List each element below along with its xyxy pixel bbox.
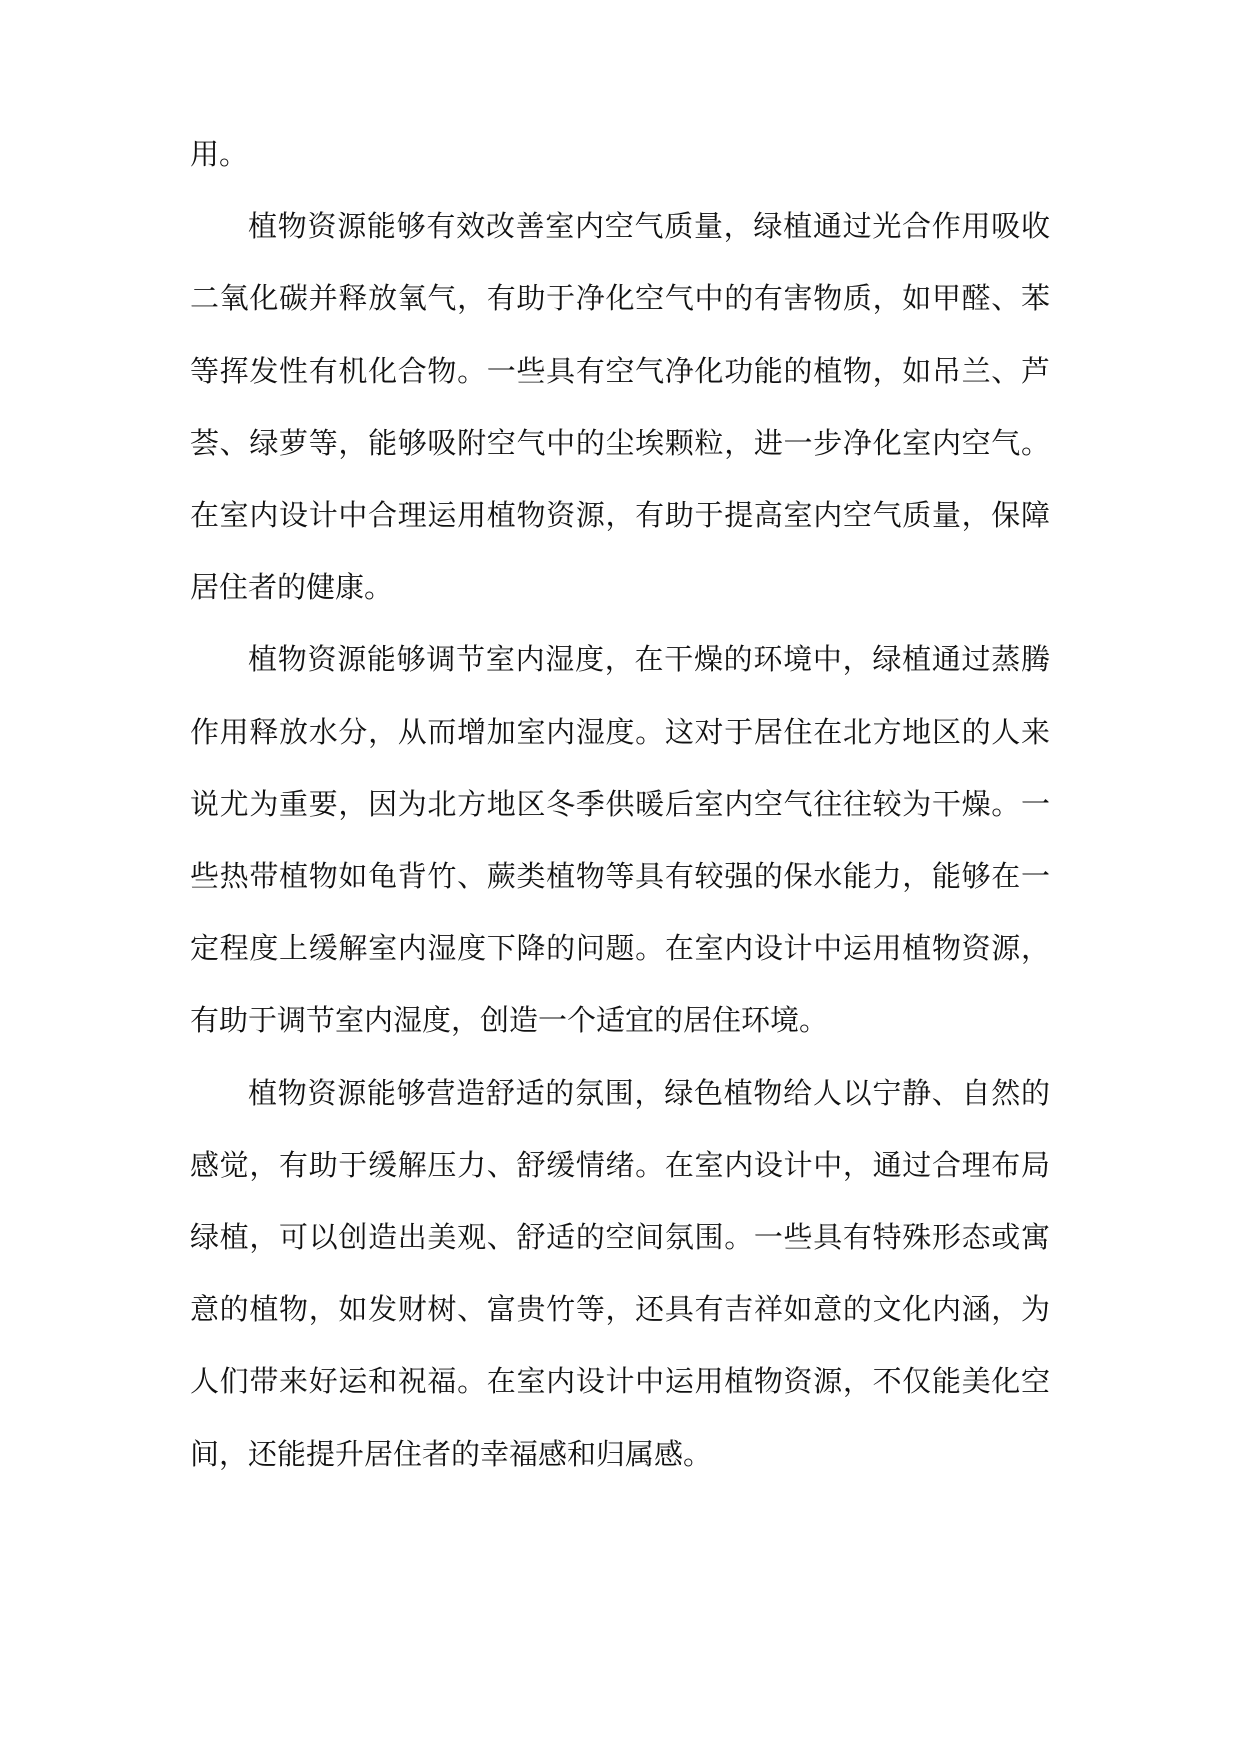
body-text — [190, 118, 1050, 1490]
paragraph-atmosphere: 植物资源能够营造舒适的氛围，绿色植物给人以宁静、自然的感觉，有助于缓解压力、舒缓情绪。在室内设计中，通过合理布局绿植，可以创造出美观、舒适的空间氛围。一些具有特殊形态或寓意的植物，如发财树、富贵竹等，还具有吉祥如意的文化内涵，为人们带来好运和祝福。在室内设计中运用植物资源，不仅能美化空间，还能提升居住者的幸福感和归属感。 — [190, 1075, 1050, 1471]
paragraph-humidity: 植物资源能够调节室内湿度，在干燥的环境中，绿植通过蒸腾作用释放水分，从而增加室内湿度。这对于居住在北方地区的人来说尤为重要，因为北方地区冬季供暖后室内空气往往较为干燥。一些热带植物如龟背竹、蕨类植物等具有较强的保水能力，能够在一定程度上缓解室内湿度下降的问题。在室内设计中运用植物资源，有助于调节室内湿度，创造一个适宜的居住环境。 — [190, 642, 1050, 1038]
paragraph-air-quality: 植物资源能够有效改善室内空气质量，绿植通过光合作用吸收二氧化碳并释放氧气，有助于净化空气中的有害物质，如甲醛、苯等挥发性有机化合物。一些具有空气净化功能的植物，如吊兰、芦荟、绿萝等，能够吸附空气中的尘埃颗粒，进一步净化室内空气。在室内设计中合理运用植物资源，有助于提高室内空气质量，保障居住者的健康。 — [190, 209, 1050, 605]
paragraph-continuation: 用。 — [190, 137, 249, 171]
